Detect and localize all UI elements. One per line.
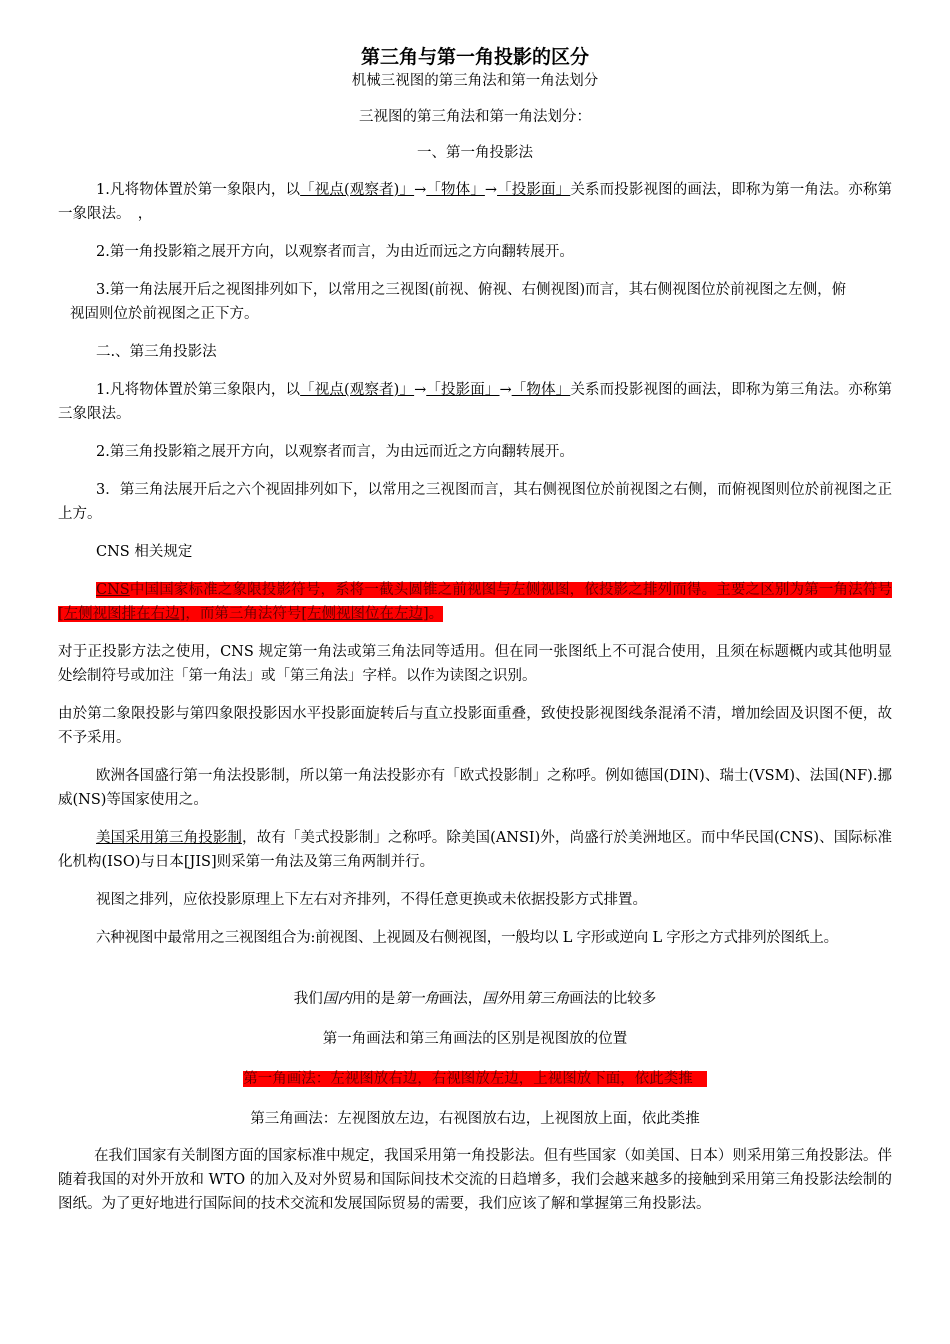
- section1-paragraph-1: 1.凡将物体置於第一象限内，以「视点(观察者)」→「物体」→「投影面」关系而投影视图的画法，即称为第一角法。亦称第一象限法。 ，: [58, 182, 892, 222]
- summary-line-2: 第一角画法和第三角画法的区别是视图放的位置: [322, 1031, 628, 1047]
- section1-paragraph-3-continued: 视固则位於前视图之正下方。: [70, 306, 259, 322]
- section2-paragraph-1: 1.凡将物体置於第三象限内，以「视点(观察者)」→「投影面」→「物体」关系而投影视图的画法，即称为第三角法。亦称第三象限法。: [58, 382, 892, 422]
- section1-paragraph-2: 2.第一角投影箱之展开方向，以观察者而言，为由近而远之方向翻转展开。: [96, 244, 574, 260]
- cns-paragraph-3: 欧洲各国盛行第一角法投影制，所以第一角法投影亦有「欧式投影制」之称呼。例如德国(DIN)、瑞士(VSM)、法国(NF).挪威(NS)等国家使用之。: [58, 768, 892, 808]
- summary-line-1: 我们国内用的是第一角画法，国外用第三角画法的比较多: [293, 991, 657, 1007]
- summary-line-4: 第三角画法：左视图放左边，右视图放右边，上视图放上面，依此类推: [250, 1111, 700, 1127]
- cns-paragraph-6: 六种视图中最常用之三视图组合为:前视图、上视圆及右侧视图，一般均以 L 字形或逆向 L 字形之方式排列於图纸上。: [96, 930, 838, 946]
- document-page: [58, 44, 892, 1216]
- document-title: 第三角与第一角投影的区分: [360, 46, 589, 68]
- final-paragraph: 在我们国家有关制图方面的国家标准中规定，我国采用第一角投影法。但有些国家（如美国、日本）则采用第三角投影法。伴随着我国的对外开放和 WTO 的加入及对外贸易和国际间技术交流的日趋增多，我们会越来越多的接触到采用第三角投影法绘制的图纸。为了更好地进行国际间的技术交流和发展国际贸易的需要，我们应该了解和掌握第三角投影法。: [58, 1148, 892, 1212]
- section1-heading: 一、第一角投影法: [417, 145, 533, 161]
- section2-heading: 二.、第三角投影法: [96, 344, 217, 360]
- cns-paragraph-5: 视图之排列，应依投影原理上下左右对齐排列，不得任意更换或未依据投影方式排置。: [96, 892, 647, 908]
- summary-line-3-highlighted: 第一角画法：左视图放右边，右视图放左边，上视图放下面，依此类推: [58, 1068, 892, 1090]
- section2-paragraph-2: 2.第三角投影箱之展开方向，以观察者而言，为由远而近之方向翻转展开。: [96, 444, 574, 460]
- document-subtitle: 机械三视图的第三角法和第一角法划分: [351, 73, 599, 89]
- cns-paragraph-4: 美国采用第三角投影制，故有「美式投影制」之称呼。除美国(ANSI)外，尚盛行於美洲地区。而中华民国(CNS)、国际标准化机构(ISO)与日本[JIS]则采第一角法及第三角两制并行。: [58, 830, 892, 870]
- section1-paragraph-3: 3.第一角法展开后之视图排列如下，以常用之三视图(前视、俯视、右侧视图)而言，其右侧视图位於前视图之左侧，俯: [96, 282, 847, 298]
- intro-line: 三视图的第三角法和第一角法划分：: [359, 109, 591, 125]
- section2-paragraph-3: 3．第三角法展开后之六个视固排列如下，以常用之三视图而言，其右侧视图位於前视图之右侧，而俯视图则位於前视图之正上方。: [58, 482, 892, 522]
- cns-highlighted-paragraph: CNS中国国家标准之象限投影符号，系将一截头圆锥之前视图与左侧视图，依投影之排列而得。主要之区别为第一角法符号[左侧视图排在右边]，而第三角法符号[左侧视图位在左边]。: [58, 582, 892, 622]
- cns-heading: CNS 相关规定: [96, 544, 193, 560]
- cns-paragraph-2: 由於第二象限投影与第四象限投影因水平投影面旋转后与直立投影面重叠，致使投影视图线条混淆不清，增加绘固及识图不便，故不予采用。: [58, 706, 892, 746]
- cns-paragraph-1: 对于正投影方法之使用，CNS 规定第一角法或第三角法同等适用。但在同一张图纸上不可混合使用，且须在标题概内或其他明显处绘制符号或加注「第一角法」或「第三角法」字样。以作为读图之识别。: [58, 644, 892, 684]
